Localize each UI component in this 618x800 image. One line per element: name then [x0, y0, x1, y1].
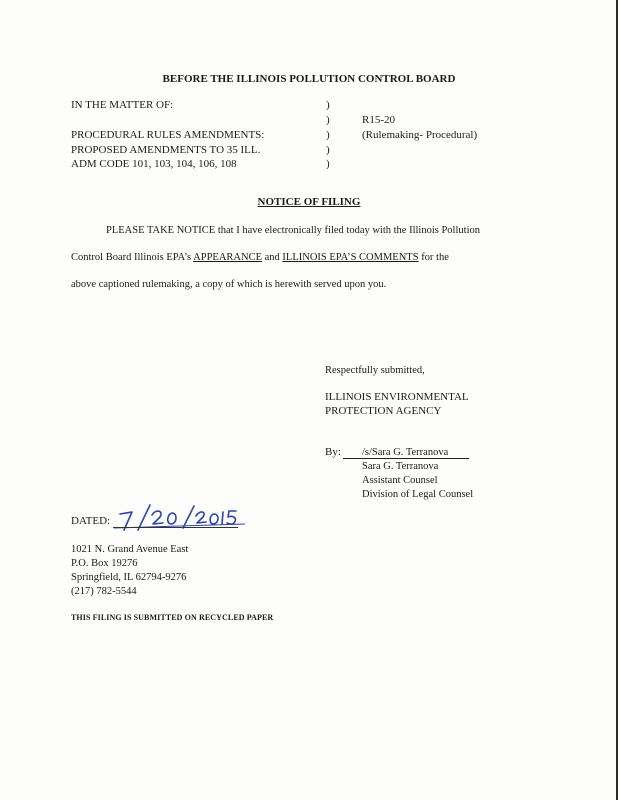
caption-paren: ) — [326, 129, 330, 141]
notice-body-line-2 — [71, 251, 449, 265]
by-label: By: — [325, 446, 341, 458]
signer-division: Division of Legal Counsel — [362, 489, 474, 500]
notice-body-text: Control Board Illinois EPA’s — [71, 252, 194, 263]
agency-line-1: ILLINOIS ENVIRONMENTAL — [325, 391, 469, 403]
matter-line-1: PROCEDURAL RULES AMENDMENTS: — [71, 129, 265, 141]
address-line-1: 1021 N. Grand Avenue East — [71, 544, 189, 555]
board-title: BEFORE THE ILLINOIS POLLUTION CONTROL BOARD — [162, 73, 456, 85]
address-line-2: P.O. Box 19276 — [71, 558, 138, 569]
signature-line — [343, 458, 469, 459]
signer-name: Sara G. Terranova — [362, 461, 439, 472]
caption-paren: ) — [326, 144, 330, 156]
handwritten-date — [110, 500, 250, 534]
in-the-matter-label: IN THE MATTER OF: — [71, 99, 174, 111]
caption-paren: ) — [326, 99, 330, 111]
dated-label: DATED: — [71, 515, 111, 527]
comments-document-title: ILLINOIS EPA’S COMMENTS — [282, 252, 419, 263]
caption-paren: ) — [326, 158, 330, 170]
docket-type: (Rulemaking- Procedural) — [362, 129, 478, 141]
caption-paren: ) — [326, 114, 330, 126]
date-line — [113, 527, 238, 528]
electronic-signature: /s/Sara G. Terranova — [362, 447, 449, 458]
agency-line-2: PROTECTION AGENCY — [325, 405, 442, 417]
matter-line-2: PROPOSED AMENDMENTS TO 35 ILL. — [71, 144, 261, 156]
appearance-document-title: APPEARANCE — [193, 252, 262, 263]
notice-body-line-1: PLEASE TAKE NOTICE that I have electronically filed today with the Illinois Pollution — [106, 225, 480, 236]
notice-body-line-3: above captioned rulemaking, a copy of which is herewith served upon you. — [71, 279, 387, 290]
signer-title: Assistant Counsel — [362, 475, 438, 486]
docket-number: R15-20 — [362, 114, 395, 126]
closing: Respectfully submitted, — [325, 365, 425, 376]
recycled-paper-note: THIS FILING IS SUBMITTED ON RECYCLED PAPER — [71, 613, 274, 622]
address-line-3: Springfield, IL 62794-9276 — [71, 572, 187, 583]
matter-line-3: ADM CODE 101, 103, 104, 106, 108 — [71, 158, 237, 170]
notice-heading: NOTICE OF FILING — [257, 196, 361, 208]
notice-body-text: and — [262, 252, 283, 263]
notice-body-text: for the — [418, 252, 449, 263]
address-line-4: (217) 782-5544 — [71, 586, 137, 597]
